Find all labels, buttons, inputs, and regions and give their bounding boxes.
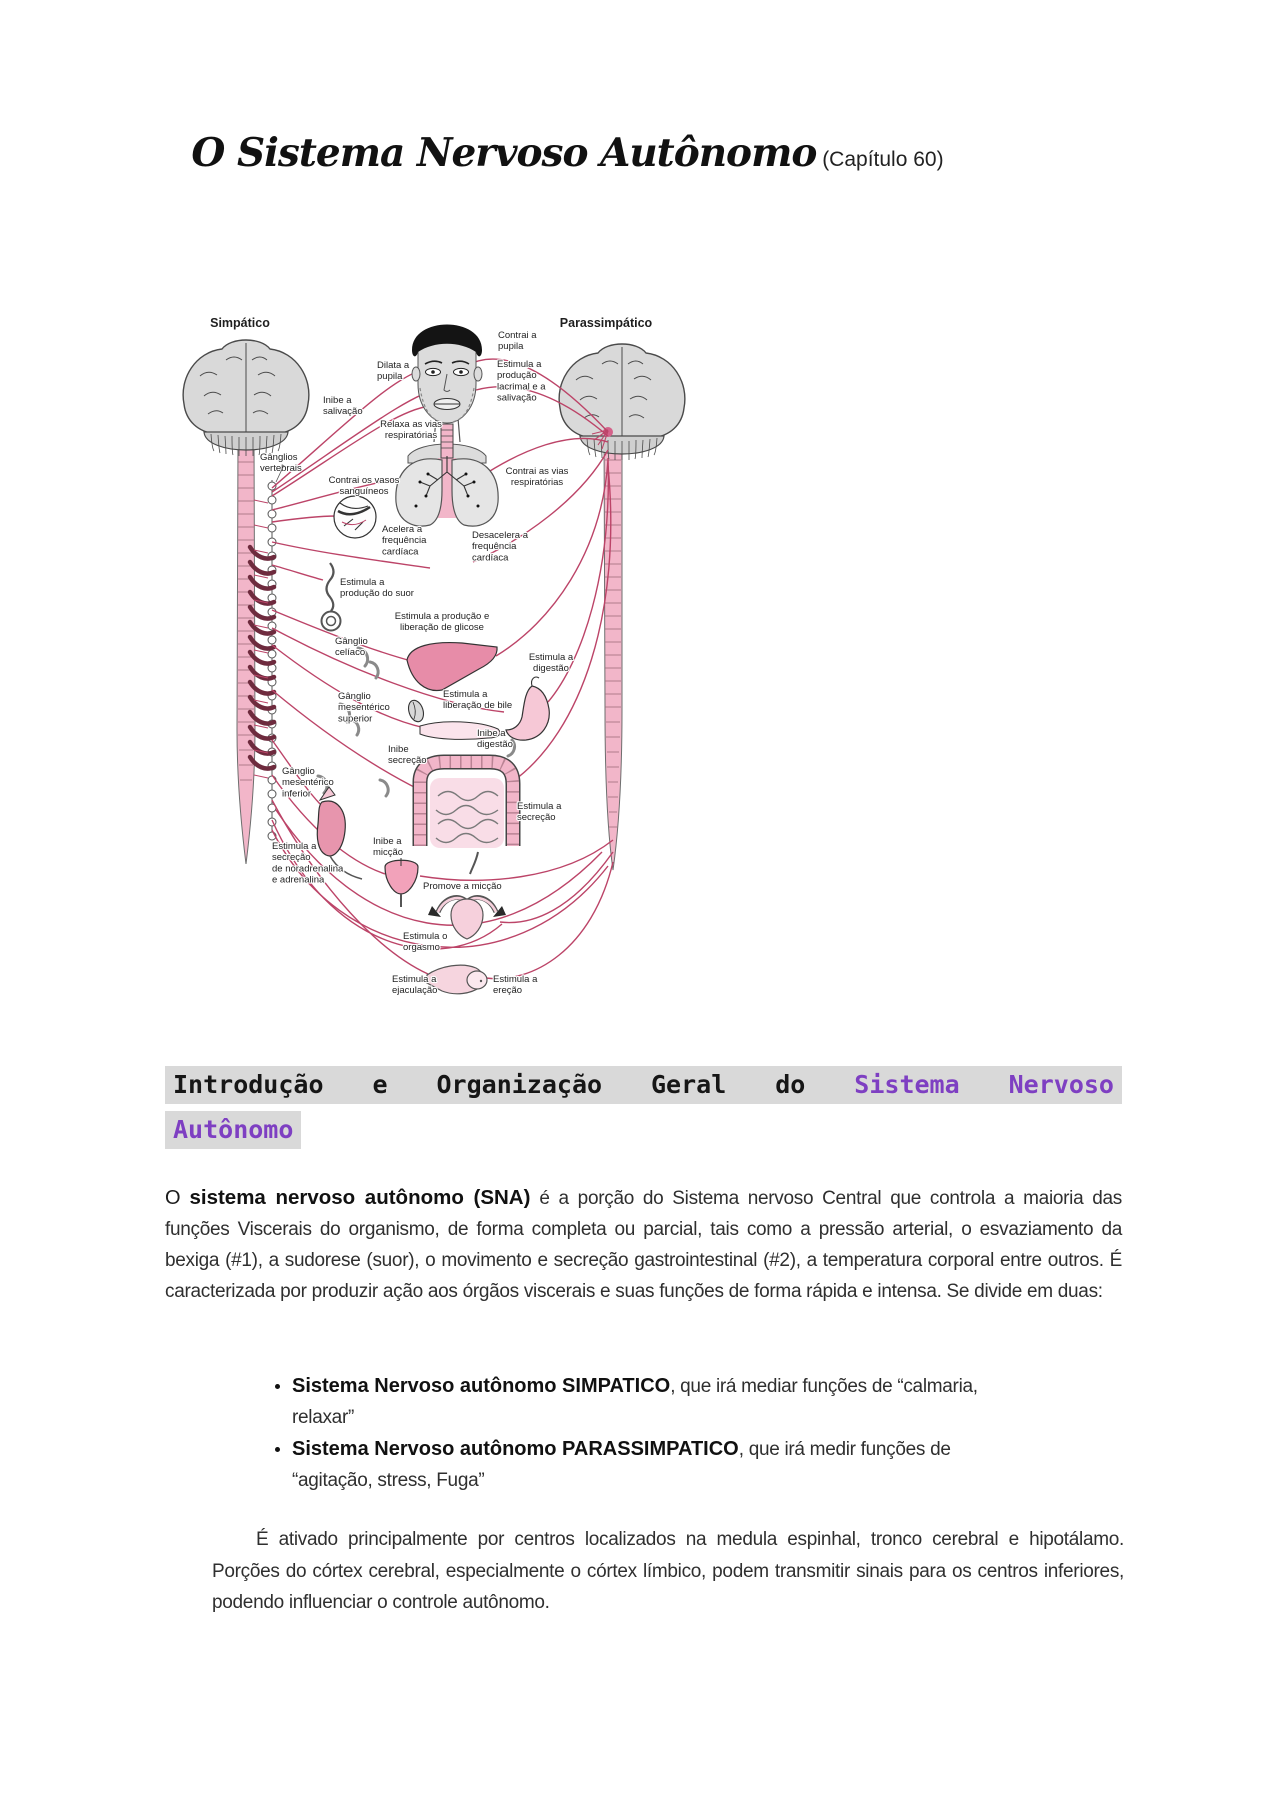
label-estimula-orgasmo: Estimula o orgasmo	[403, 931, 448, 954]
ans-diagram	[180, 310, 690, 1005]
brain-left-illustration	[183, 340, 309, 456]
liver-illustration	[407, 643, 497, 691]
gallbladder-illustration	[406, 698, 426, 723]
label-liberacao-glicose: Estimula a produção e liberação de glicose	[394, 611, 490, 634]
label-estimula-erecao: Estimula a ereção	[493, 974, 538, 997]
para1-lead: O	[165, 1187, 181, 1209]
label-estimula-digestao: Estimula a digestão	[528, 652, 574, 675]
spinal-cord-right-illustration	[604, 428, 622, 870]
list-item-simpatico	[292, 1371, 1012, 1433]
heading-purple-text-1: Sistema Nervoso	[854, 1070, 1114, 1099]
para2-text: É ativado principalmente por centros localizados na medula espinhal, tronco cerebral e hipotálamo. Porções do córtex cerebral, especialmente o córtex límbico, podem transmitir sinais para os centros inferiores, podendo influenciar o controle autônomo.	[212, 1529, 1124, 1613]
sna-divisions-list	[262, 1371, 1012, 1497]
intestines-illustration	[420, 762, 513, 874]
section-heading-line1	[165, 1066, 1122, 1104]
title-script-text: O Sistema Nervoso Autônomo	[191, 130, 817, 176]
label-estimula-secrecao: Estimula a secreção	[517, 801, 562, 824]
label-inibe-miccao: Inibe a micção	[373, 836, 404, 859]
heading-black-text: Introdução e Organização Geral do	[173, 1070, 806, 1099]
label-contrai-vasos: Contrai os vasos sanguíneos	[328, 475, 400, 498]
label-desacelera-cardiaca: Desacelera a frequência cardíaca	[472, 530, 528, 564]
spinal-cord-left-illustration	[237, 438, 255, 864]
para1-body-text: é a porção do Sistema nervoso Central que controla a maioria das funções Viscerais do organismo, de forma completa ou parcial, tais como a pressão arterial, o esvaziamento da bexiga (#1), a sudorese (suor), o movimento e secreção gastrointestinal (#2), a temperatura corporal entre outros. É caracterizada por produzir ação aos órgãos viscerais e suas funções de forma rápida e intensa. Se divide em duas:	[165, 1188, 1122, 1302]
label-ganglios-vertebrais: Gânglios vertebrais	[260, 452, 302, 475]
blood-vessels-illustration	[334, 496, 376, 538]
closing-paragraph	[212, 1524, 1124, 1619]
label-estimula-lacrimal: Estimula a produção lacrimal e a salivação	[497, 359, 546, 404]
label-dilata-pupila: Dilata a pupila	[377, 360, 410, 383]
page-title	[0, 130, 1280, 176]
title-chapter-text: (Capítulo 60)	[816, 148, 944, 171]
label-estimula-ejaculacao: Estimula a ejaculação	[392, 974, 438, 997]
list-item-parassimpatico	[292, 1434, 1012, 1496]
para1-lead-bold: sistema nervoso autônomo (SNA)	[189, 1186, 531, 1209]
label-ganglio-celiaco: Gânglio celíaco	[335, 636, 368, 659]
bullet1-bold-text: Sistema Nervoso autônomo SIMPATICO	[292, 1375, 671, 1397]
label-relaxa-vias: Relaxa as vias respiratórias	[380, 419, 442, 442]
label-promove-miccao: Promove a micção	[423, 881, 502, 892]
label-ganglio-mes-superior: Gânglio mesentérico superior	[338, 691, 390, 725]
label-secrecao-noradrenalina: Estimula a secreção de noradrenalina e adrenalina	[272, 841, 344, 886]
label-liberacao-bile: Estimula a liberação de bile	[443, 689, 513, 712]
bullet1-rest-text: , que irá mediar funções de “calmaria, relaxar”	[292, 1376, 978, 1428]
label-ganglio-mes-inferior: Gânglio mesentérico inferior	[282, 766, 334, 800]
label-inibe-secrecao: Inibe secreção	[388, 744, 427, 767]
sweat-gland-illustration	[322, 563, 341, 631]
label-inibe-salivacao: Inibe a salivação	[323, 395, 363, 418]
diagram-left-header: Simpático	[210, 316, 270, 330]
label-contrai-vias: Contrai as vias respiratórias	[505, 466, 569, 489]
stomach-illustration	[506, 677, 549, 740]
bullet2-bold-text: Sistema Nervoso autônomo PARASSIMPATICO	[292, 1438, 739, 1460]
section-heading	[165, 1066, 1122, 1149]
label-inibe-digestao: Inibe a digestão	[477, 728, 513, 751]
intro-paragraph	[165, 1182, 1122, 1307]
heading-purple-text-2: Autônomo	[165, 1111, 301, 1149]
label-contrai-pupila: Contrai a pupila	[498, 330, 537, 353]
label-producao-suor: Estimula a produção do suor	[340, 577, 414, 600]
bladder-illustration	[385, 858, 418, 907]
diagram-right-header: Parassimpático	[559, 316, 653, 330]
bullet2-rest-text: , que irá medir funções de “agitação, stress, Fuga”	[292, 1439, 951, 1491]
label-acelera-cardiaca: Acelera a frequência cardíaca	[382, 524, 427, 558]
